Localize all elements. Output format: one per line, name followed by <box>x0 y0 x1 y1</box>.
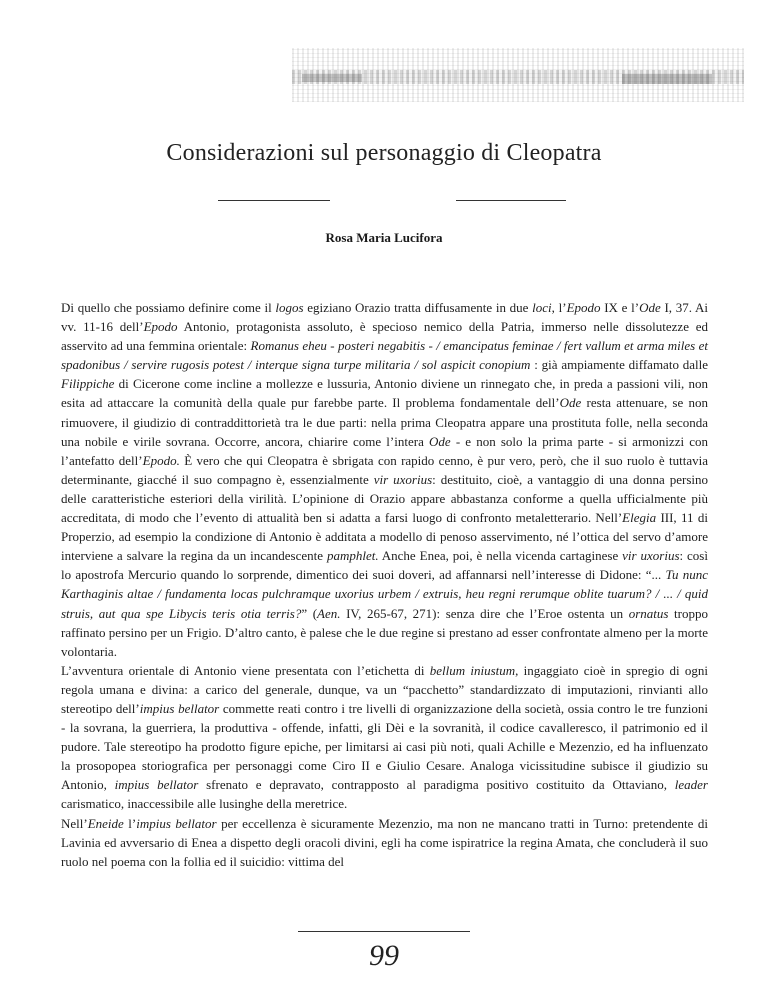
footer-rule <box>298 931 470 932</box>
text-run: I, 37. Ai vv. 11-16 dell’ <box>61 300 708 335</box>
text-run: Nell’ <box>61 815 88 831</box>
text-run: commette reati contro i tre livelli di organizzazione della società, ossia contro le tre funzioni - la sovrana, la guerriera, la produttiva - offende, infatti, gli Dèi e la sovranità, il codice cavalleresco, il patrimonio ed il pudore. Tale stereotipo ha prodotto figure epiche, per limitarsi ai casi più noti, quali Achille e Mezenzio, ed ha influenzato la prosopopea storiografica per personaggi come Ciro II e Giulio Cesare. Analoga vicissitudine subisce il giudizio su Antonio, <box>61 700 709 793</box>
body-paragraph <box>61 814 708 871</box>
text-run: per eccellenza è sicuramente Mezenzio, ma non ne mancano tratti in Turno: pretendente di Lavinia ed avversario di Enea a dispetto degli oracoli divini, egli ha come ispiratrice la regina Amata, che concluderà il suo ruolo nel poema con la follia ed il suicidio: vittima del <box>61 815 708 869</box>
text-run: : già ampiamente diffamato dalle <box>530 357 708 373</box>
italic-run: impius bellator <box>139 700 220 716</box>
italic-run: Elegia <box>622 510 657 526</box>
author-name: Rosa Maria Lucifora <box>325 230 443 245</box>
text-run: - e non solo la prima parte - si armonizzi con l’antefatto dell’ <box>61 433 708 468</box>
text-run: resta attenuare, se non rimuovere, il giudizio di contraddittorietà tra le due parti: nella prima Cleopatra appare una prostituta folle, nella seconda una nobile e virile sovrana. Occorre, ancora, chiarire come l’intera <box>61 395 708 449</box>
italic-run: loci <box>532 300 552 315</box>
text-run: , l’ <box>551 300 567 315</box>
italic-run: Ode <box>639 300 661 315</box>
text-run: l’ <box>123 815 137 831</box>
text-run: L’avventura orientale di Antonio viene presentata con l’etichetta di <box>61 662 430 678</box>
italic-run: logos <box>275 300 304 315</box>
text-run: troppo raffinato persino per un Frigio. D’altro canto, è palese che le due regine si prestano ad esser confrontate almeno per la morte volontaria. <box>61 605 708 659</box>
italic-run: vir uxorius <box>373 471 433 487</box>
italic-run: Epodo. <box>142 452 180 468</box>
title-rule-left <box>218 200 330 201</box>
text-run: IX e l’ <box>600 300 640 315</box>
text-run: III, 11 di Properzio, ad esempio la condizione di Antonio è additata a modello di penoso asservimento, né l’ottica del servo d’amore interviene a salvare la regina da un incandescente <box>61 510 708 564</box>
italic-run: impius bellator <box>114 777 199 793</box>
body-paragraph <box>61 661 708 814</box>
italic-run: Tu nunc Karthaginis altae / fundamenta locas pulchramque uxorius urbem / extruis, heu regni rerumque oblite tuarum? / ... / quid struis, aut qua spe Libycis teris otia terris? <box>61 567 708 621</box>
italic-run: Eneide <box>87 815 124 831</box>
italic-run: Filippiche <box>61 376 115 392</box>
texture-mark <box>302 74 362 82</box>
italic-run: bellum iniustum <box>429 662 516 678</box>
italic-run: impius bellator <box>136 815 217 831</box>
italic-run: vir uxorius <box>622 548 680 564</box>
italic-run: Aen. <box>317 605 341 621</box>
text-run: Di quello che possiamo definire come il <box>61 300 276 315</box>
italic-run: Epodo <box>143 319 178 335</box>
italic-run: Epodo <box>566 300 601 315</box>
text-run: ” ( <box>301 605 318 621</box>
page-number: 99 <box>369 939 399 972</box>
page-title: Considerazioni sul personaggio di Cleopatra <box>166 140 602 166</box>
text-run: : così lo apostrofa Mercurio quando lo sorprende, dimentico dei suoi doveri, ad affannarsi nell’interesse di Didone: “... <box>61 548 708 583</box>
text-run: carismatico, inaccessibile alle lusinghe della meretrice. <box>61 796 348 812</box>
text-run: , ingaggiato cioè in spregio di ogni regola umana e divina: a carico del generale, dunque, va un “pacchetto” standardizzato di imputazioni, rinvianti allo stereotipo dell’ <box>61 662 708 716</box>
texture-mark <box>622 74 712 84</box>
text-run: di Cicerone come incline a mollezze e lussuria, Antonio diviene un rinnegato che, in preda a passioni vili, non esita ad attaccare la comunità della quale pur farebbe parte. Il problema fondamentale dell’ <box>61 376 708 411</box>
text-run: sfrenato e depravato, contrapposto al paradigma positivo costituito da Ottaviano, <box>198 777 675 793</box>
text-run: È vero che qui Cleopatra è sbrigata con rapido cenno, è pur vero, però, che il suo ruolo è tuttavia determinante, giacché il suo compagno è, essenzialmente <box>61 452 708 487</box>
italic-run: Ode <box>559 395 582 411</box>
text-run: Anche Enea, poi, è nella vicenda cartaginese <box>378 548 623 564</box>
italic-run: Romanus eheu - posteri negabitis - / emancipatus feminae / fert vallum et arma miles et spadonibus / servire rugosis potest / interque signa turpe militaria / sol aspicit conopium <box>61 338 708 373</box>
italic-run: Ode <box>429 433 451 449</box>
italic-run: leader <box>674 777 708 793</box>
italic-run: pamphlet. <box>326 548 379 564</box>
italic-run: ornatus <box>628 605 669 621</box>
text-run: : destituito, cioè, a vantaggio di una donna persino delle caratteristiche esteriori della virilità. L’opinione di Orazio appare abbastanza conforme a quella ufficialmente più accreditata, di modo che l’evento di attualità ben si adatta a farsi luogo di confronto metaletterario. Nell’ <box>61 471 708 526</box>
title-rule-right <box>456 200 566 201</box>
article-body <box>61 298 708 871</box>
scanned-header-texture <box>292 48 744 102</box>
text-run: egiziano Orazio tratta diffusamente in due <box>303 300 533 315</box>
body-paragraph <box>61 298 708 661</box>
text-run: IV, 265-67, 271): senza dire che l’Eroe ostenta un <box>340 605 629 621</box>
text-run: Antonio, protagonista assoluto, è specioso nemico della Patria, immerso nelle dissolutezze ed asservito ad una femmina orientale: <box>61 319 708 354</box>
